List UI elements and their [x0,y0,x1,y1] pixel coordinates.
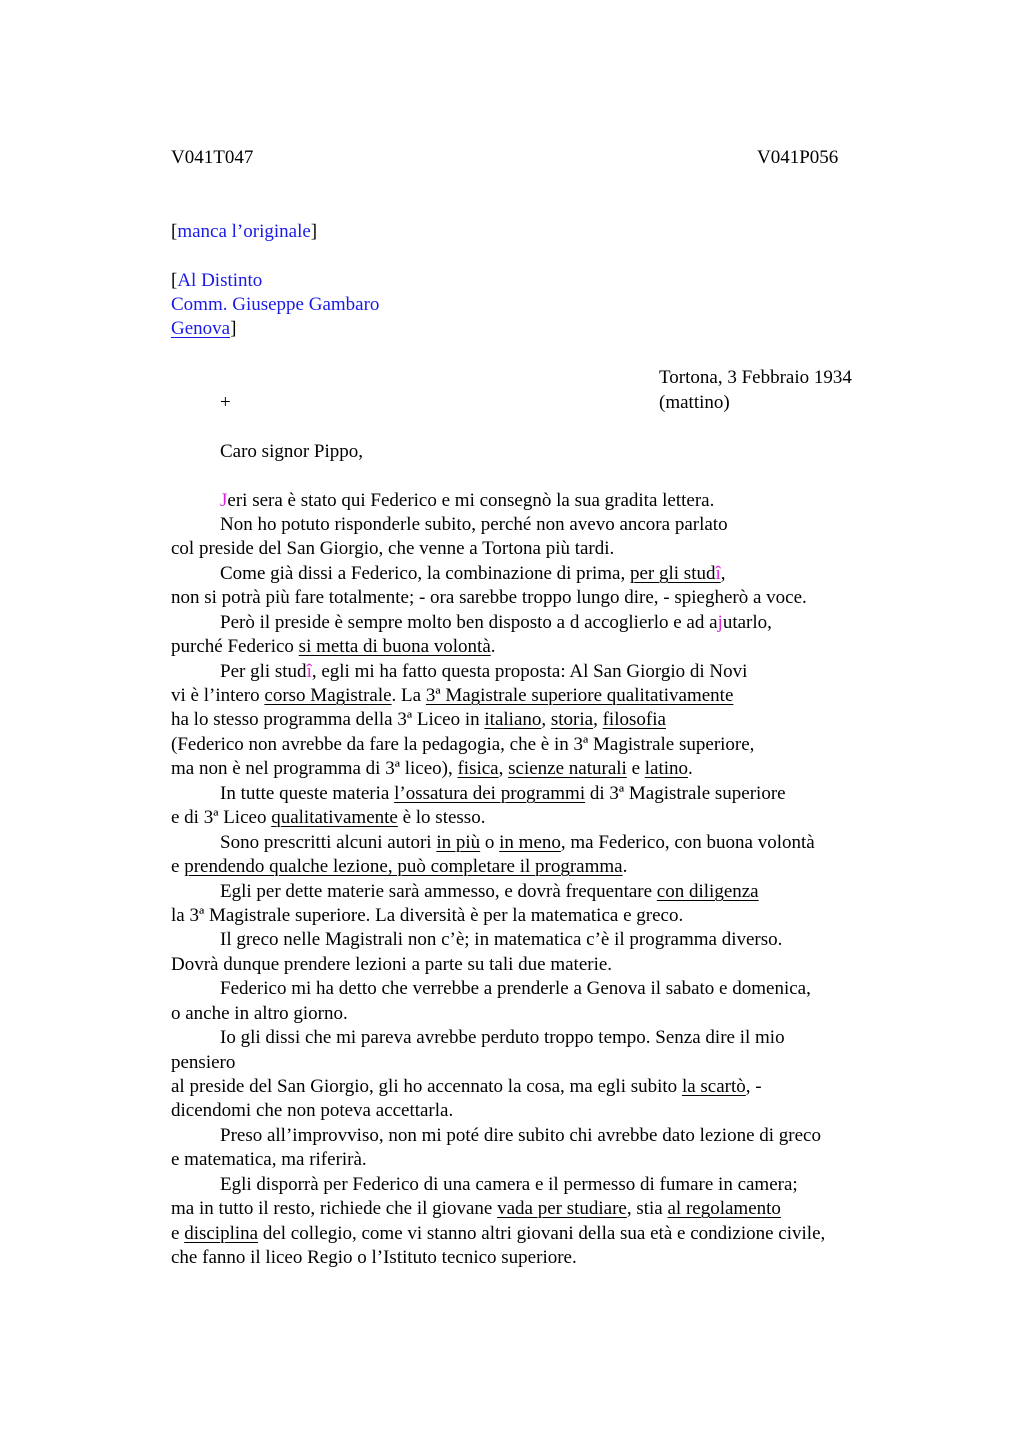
body-line: col preside del San Giorgio, che venne a Tortona più tardi. [171,538,615,559]
body-line: pensiero [171,1052,236,1073]
cross-sign: + [220,392,231,413]
body-line: Jeri sera è stato qui Federico e mi consegnò la sua gradita lettera. [220,490,715,511]
addressee-line-2: Comm. Giuseppe Gambaro [171,294,380,315]
body-line: Egli per dette materie sarà ammesso, e dovrà frequentare con diligenza [220,881,759,902]
body-line: e prendendo qualche lezione, può completare il programma. [171,856,628,877]
body-line: Egli disporrà per Federico di una camera e il permesso di fumare in camera; [220,1174,798,1195]
body-line: non si potrà più fare totalmente; - ora sarebbe troppo lungo dire, - spiegherò a voce. [171,587,807,608]
body-line: Il greco nelle Magistrali non c’è; in matematica c’è il programma diverso. [220,929,783,950]
addressee-line-1: [Al Distinto [171,270,263,291]
body-line: Federico mi ha detto che verrebbe a prenderle a Genova il sabato e domenica, [220,978,811,999]
body-line: Sono prescritti alcuni autori in più o in meno, ma Federico, con buona volontà [220,832,815,853]
body-line: vi è l’intero corso Magistrale. La 3ª Magistrale superiore qualitativamente [171,685,734,706]
body-line: e di 3ª Liceo qualitativamente è lo stesso. [171,807,486,828]
body-line: Io gli dissi che mi pareva avrebbe perduto troppo tempo. Senza dire il mio [220,1027,785,1048]
body-line: Non ho potuto risponderle subito, perché non avevo ancora parlato [220,514,728,535]
doc-code-left: V041T047 [171,147,254,168]
body-line: o anche in altro giorno. [171,1003,348,1024]
body-line: Dovrà dunque prendere lezioni a parte su tali due materie. [171,954,613,975]
body-line: al preside del San Giorgio, gli ho accennato la cosa, ma egli subito la scartò, - [171,1076,762,1097]
body-line: dicendomi che non poteva accettarla. [171,1100,454,1121]
body-line: ha lo stesso programma della 3ª Liceo in italiano, storia, filosofia [171,709,666,730]
editorial-note: [manca l’originale] [171,221,318,242]
body-line: ma in tutto il resto, richiede che il giovane vada per studiare, stia al regolamento [171,1198,781,1219]
body-line: la 3ª Magistrale superiore. La diversità è per la matematica e greco. [171,905,684,926]
body-line: e disciplina del collegio, come vi stanno altri giovani della sua età e condizione civile, [171,1223,826,1244]
body-line: Però il preside è sempre molto ben disposto a d accoglierlo e ad ajutarlo, [220,612,772,633]
body-line: ma non è nel programma di 3ª liceo), fisica, scienze naturali e latino. [171,758,693,779]
body-line: In tutte queste materia l’ossatura dei programmi di 3ª Magistrale superiore [220,783,786,804]
salutation: Caro signor Pippo, [220,441,364,462]
place-date: Tortona, 3 Febbraio 1934 [659,367,852,388]
doc-code-right: V041P056 [757,147,839,168]
time-of-day: (mattino) [659,392,730,413]
body-line: che fanno il liceo Regio o l’Istituto tecnico superiore. [171,1247,577,1268]
addressee-line-3: Genova] [171,318,237,339]
body-line: (Federico non avrebbe da fare la pedagogia, che è in 3ª Magistrale superiore, [171,734,755,755]
body-line: purché Federico si metta di buona volontà. [171,636,496,657]
body-line: Come già dissi a Federico, la combinazione di prima, per gli studî, [220,563,726,584]
body-line: e matematica, ma riferirà. [171,1149,367,1170]
body-line: Preso all’improvviso, non mi poté dire subito chi avrebbe dato lezione di greco [220,1125,821,1146]
body-line: Per gli studî, egli mi ha fatto questa proposta: Al San Giorgio di Novi [220,661,748,682]
